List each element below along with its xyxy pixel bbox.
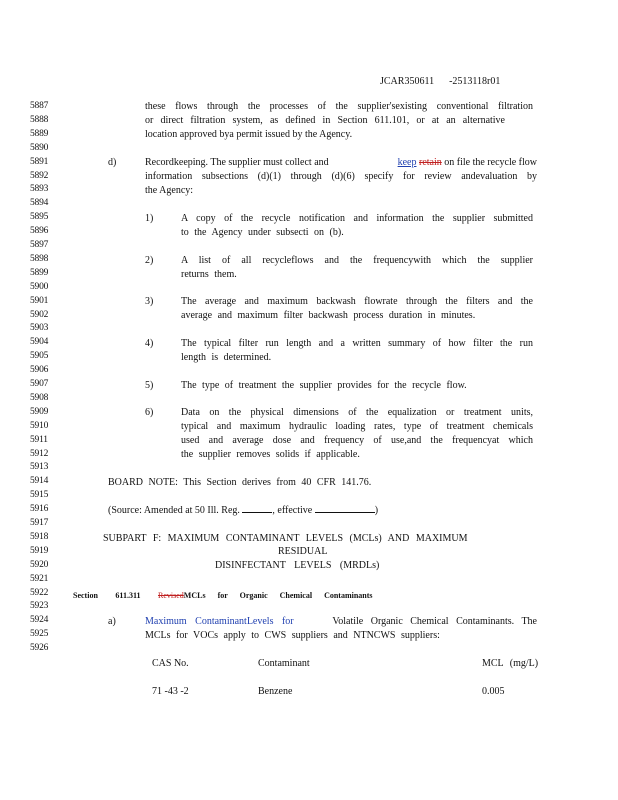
line-number: 5904 — [30, 337, 49, 348]
line-number: 5889 — [30, 128, 49, 139]
d-line3: the Agency: — [145, 185, 194, 196]
section-title: MCLs for Organic Chemical Contaminants — [183, 591, 373, 600]
a-line1 — [145, 616, 537, 630]
line-number: 5911 — [30, 434, 48, 445]
line-number: 5914 — [30, 476, 49, 487]
deleted-retain: retain — [419, 157, 442, 168]
doc-version: -2513118r01 — [449, 76, 501, 87]
d-line1-post: on file the recycle flow — [444, 157, 537, 168]
intro-paragraph — [145, 101, 533, 143]
line-number: 5923 — [30, 601, 49, 612]
line-number: 5900 — [30, 281, 49, 292]
item-number: 1) — [145, 213, 154, 224]
d-line1-pre: Recordkeeping. The supplier must collect and — [145, 157, 329, 168]
line-number: 5924 — [30, 615, 49, 626]
item-line: average and maximum filter backwash process duration in minutes. — [181, 310, 476, 321]
item-line: the supplier removes solids if applicable. — [181, 449, 360, 460]
item-text — [181, 338, 533, 366]
line-number: 5908 — [30, 392, 49, 403]
line-number: 5891 — [30, 156, 49, 167]
item-line: The typical filter run length and a written summary of how filter the run — [181, 338, 533, 349]
line-number: 5893 — [30, 184, 49, 195]
item-line: to the Agency under subsecti on (b). — [181, 227, 344, 238]
item-text — [181, 213, 533, 241]
source-post: ) — [374, 505, 379, 516]
line-number: 5922 — [30, 587, 49, 598]
item-number: 2) — [145, 255, 154, 266]
item-text — [181, 296, 533, 324]
line-number: 5896 — [30, 226, 49, 237]
subsection-a-label: a) — [108, 616, 116, 627]
section-deleted-word: Revised — [158, 591, 184, 600]
inserted-keep: keep — [397, 157, 417, 168]
item-text — [181, 407, 533, 463]
source-date-blank — [315, 512, 375, 513]
line-number: 5909 — [30, 406, 49, 417]
item-number: 3) — [145, 296, 154, 307]
subsection-d-line1 — [145, 157, 537, 171]
item-line: returns them. — [181, 269, 237, 280]
subsection-d-label: d) — [108, 157, 117, 168]
intro-line: these flows through the processes of the supplier'sexisting conventional filtration — [145, 101, 533, 112]
line-number: 5921 — [30, 573, 49, 584]
item-number: 6) — [145, 407, 154, 418]
line-number: 5892 — [30, 170, 49, 181]
line-number: 5901 — [30, 295, 49, 306]
line-number: 5907 — [30, 379, 49, 389]
section-label: Section — [73, 591, 98, 600]
item-line: The type of treatment the supplier provides for the recycle flow. — [181, 380, 467, 391]
line-number: 5925 — [30, 629, 49, 640]
voc-table-header-mcl: MCL (mg/L) — [482, 658, 539, 669]
d-line2: information subsections (d)(1) through (d)(6) specify for review andevaluation by — [145, 171, 537, 182]
line-number: 5888 — [30, 114, 49, 125]
item-number: 5) — [145, 380, 154, 391]
line-number: 5913 — [30, 462, 49, 473]
subsection-a — [145, 616, 537, 644]
line-number: 5918 — [30, 531, 49, 542]
doc-id: JCAR350611 — [380, 76, 435, 87]
item-line: A copy of the recycle notification and information the supplier submitted — [181, 213, 533, 224]
line-number: 5887 — [30, 101, 49, 111]
intro-line: or direct filtration system, as defined in Section 611.101, or at an alternative — [145, 115, 505, 126]
item-text — [181, 255, 533, 283]
source-mid: , effective — [272, 505, 313, 516]
line-number: 5895 — [30, 212, 49, 223]
source-pre: (Source: Amended at 50 Ill. Reg. — [108, 505, 240, 516]
line-number: 5915 — [30, 490, 49, 501]
a-line2: MCLs for VOCs apply to CWS suppliers and NTNCWS suppliers: — [145, 630, 440, 641]
a-line1-blue: Maximum ContaminantLevels for — [145, 616, 294, 627]
subpart-heading-line3: DISINFECTANT LEVELS (MRDLs) — [215, 560, 380, 571]
voc-table-header-contaminant: Contaminant — [258, 658, 310, 669]
line-number: 5899 — [30, 267, 49, 278]
item-line: A list of all recycleflows and the frequencywith which the supplier — [181, 255, 533, 266]
line-number: 5890 — [30, 142, 49, 153]
line-number: 5920 — [30, 559, 49, 570]
line-number: 5919 — [30, 545, 49, 556]
source-reg-blank — [242, 512, 272, 513]
item-line: The average and maximum backwash flowrate through the filters and the — [181, 296, 533, 307]
item-text — [181, 380, 533, 394]
item-line: used and average dose and frequency of use,and the frequencyat which — [181, 435, 533, 446]
line-number: 5898 — [30, 253, 49, 264]
subpart-heading-line2: RESIDUAL — [278, 546, 328, 557]
board-note: BOARD NOTE: This Section derives from 40 CFR 141.76. — [108, 477, 372, 488]
line-number: 5902 — [30, 309, 49, 320]
line-number: 5894 — [30, 198, 49, 209]
line-number: 5916 — [30, 504, 49, 515]
subpart-heading-line1: SUBPART F: MAXIMUM CONTAMINANT LEVELS (MCLs) AND MAXIMUM — [103, 533, 468, 544]
voc-table-cell-mcl: 0.005 — [482, 686, 505, 697]
line-number: 5910 — [30, 420, 49, 431]
line-number: 5912 — [30, 448, 49, 459]
line-number: 5917 — [30, 518, 49, 528]
voc-table-header-cas: CAS No. — [152, 658, 189, 669]
intro-line: location approved bya permit issued by the Agency. — [145, 129, 353, 140]
line-number: 5926 — [30, 643, 49, 654]
item-number: 4) — [145, 338, 154, 349]
line-number: 5903 — [30, 323, 49, 334]
line-number: 5905 — [30, 351, 49, 362]
line-number: 5897 — [30, 240, 49, 250]
item-line: length is determined. — [181, 352, 272, 363]
section-heading — [73, 590, 373, 601]
voc-table-cell-cas: 71 -43 -2 — [152, 686, 189, 697]
source-line — [108, 505, 378, 516]
item-line: typical and maximum hydraulic loading rates, type of treatment chemicals — [181, 421, 533, 432]
line-number: 5906 — [30, 365, 49, 376]
voc-table-cell-contaminant: Benzene — [258, 686, 293, 697]
item-line: Data on the physical dimensions of the equalization or treatment units, — [181, 407, 533, 418]
a-line1-rest: Volatile Organic Chemical Contaminants. The — [332, 616, 537, 627]
document-header — [380, 76, 500, 87]
section-number: 611.311 — [115, 591, 141, 600]
subsection-d — [145, 157, 537, 199]
